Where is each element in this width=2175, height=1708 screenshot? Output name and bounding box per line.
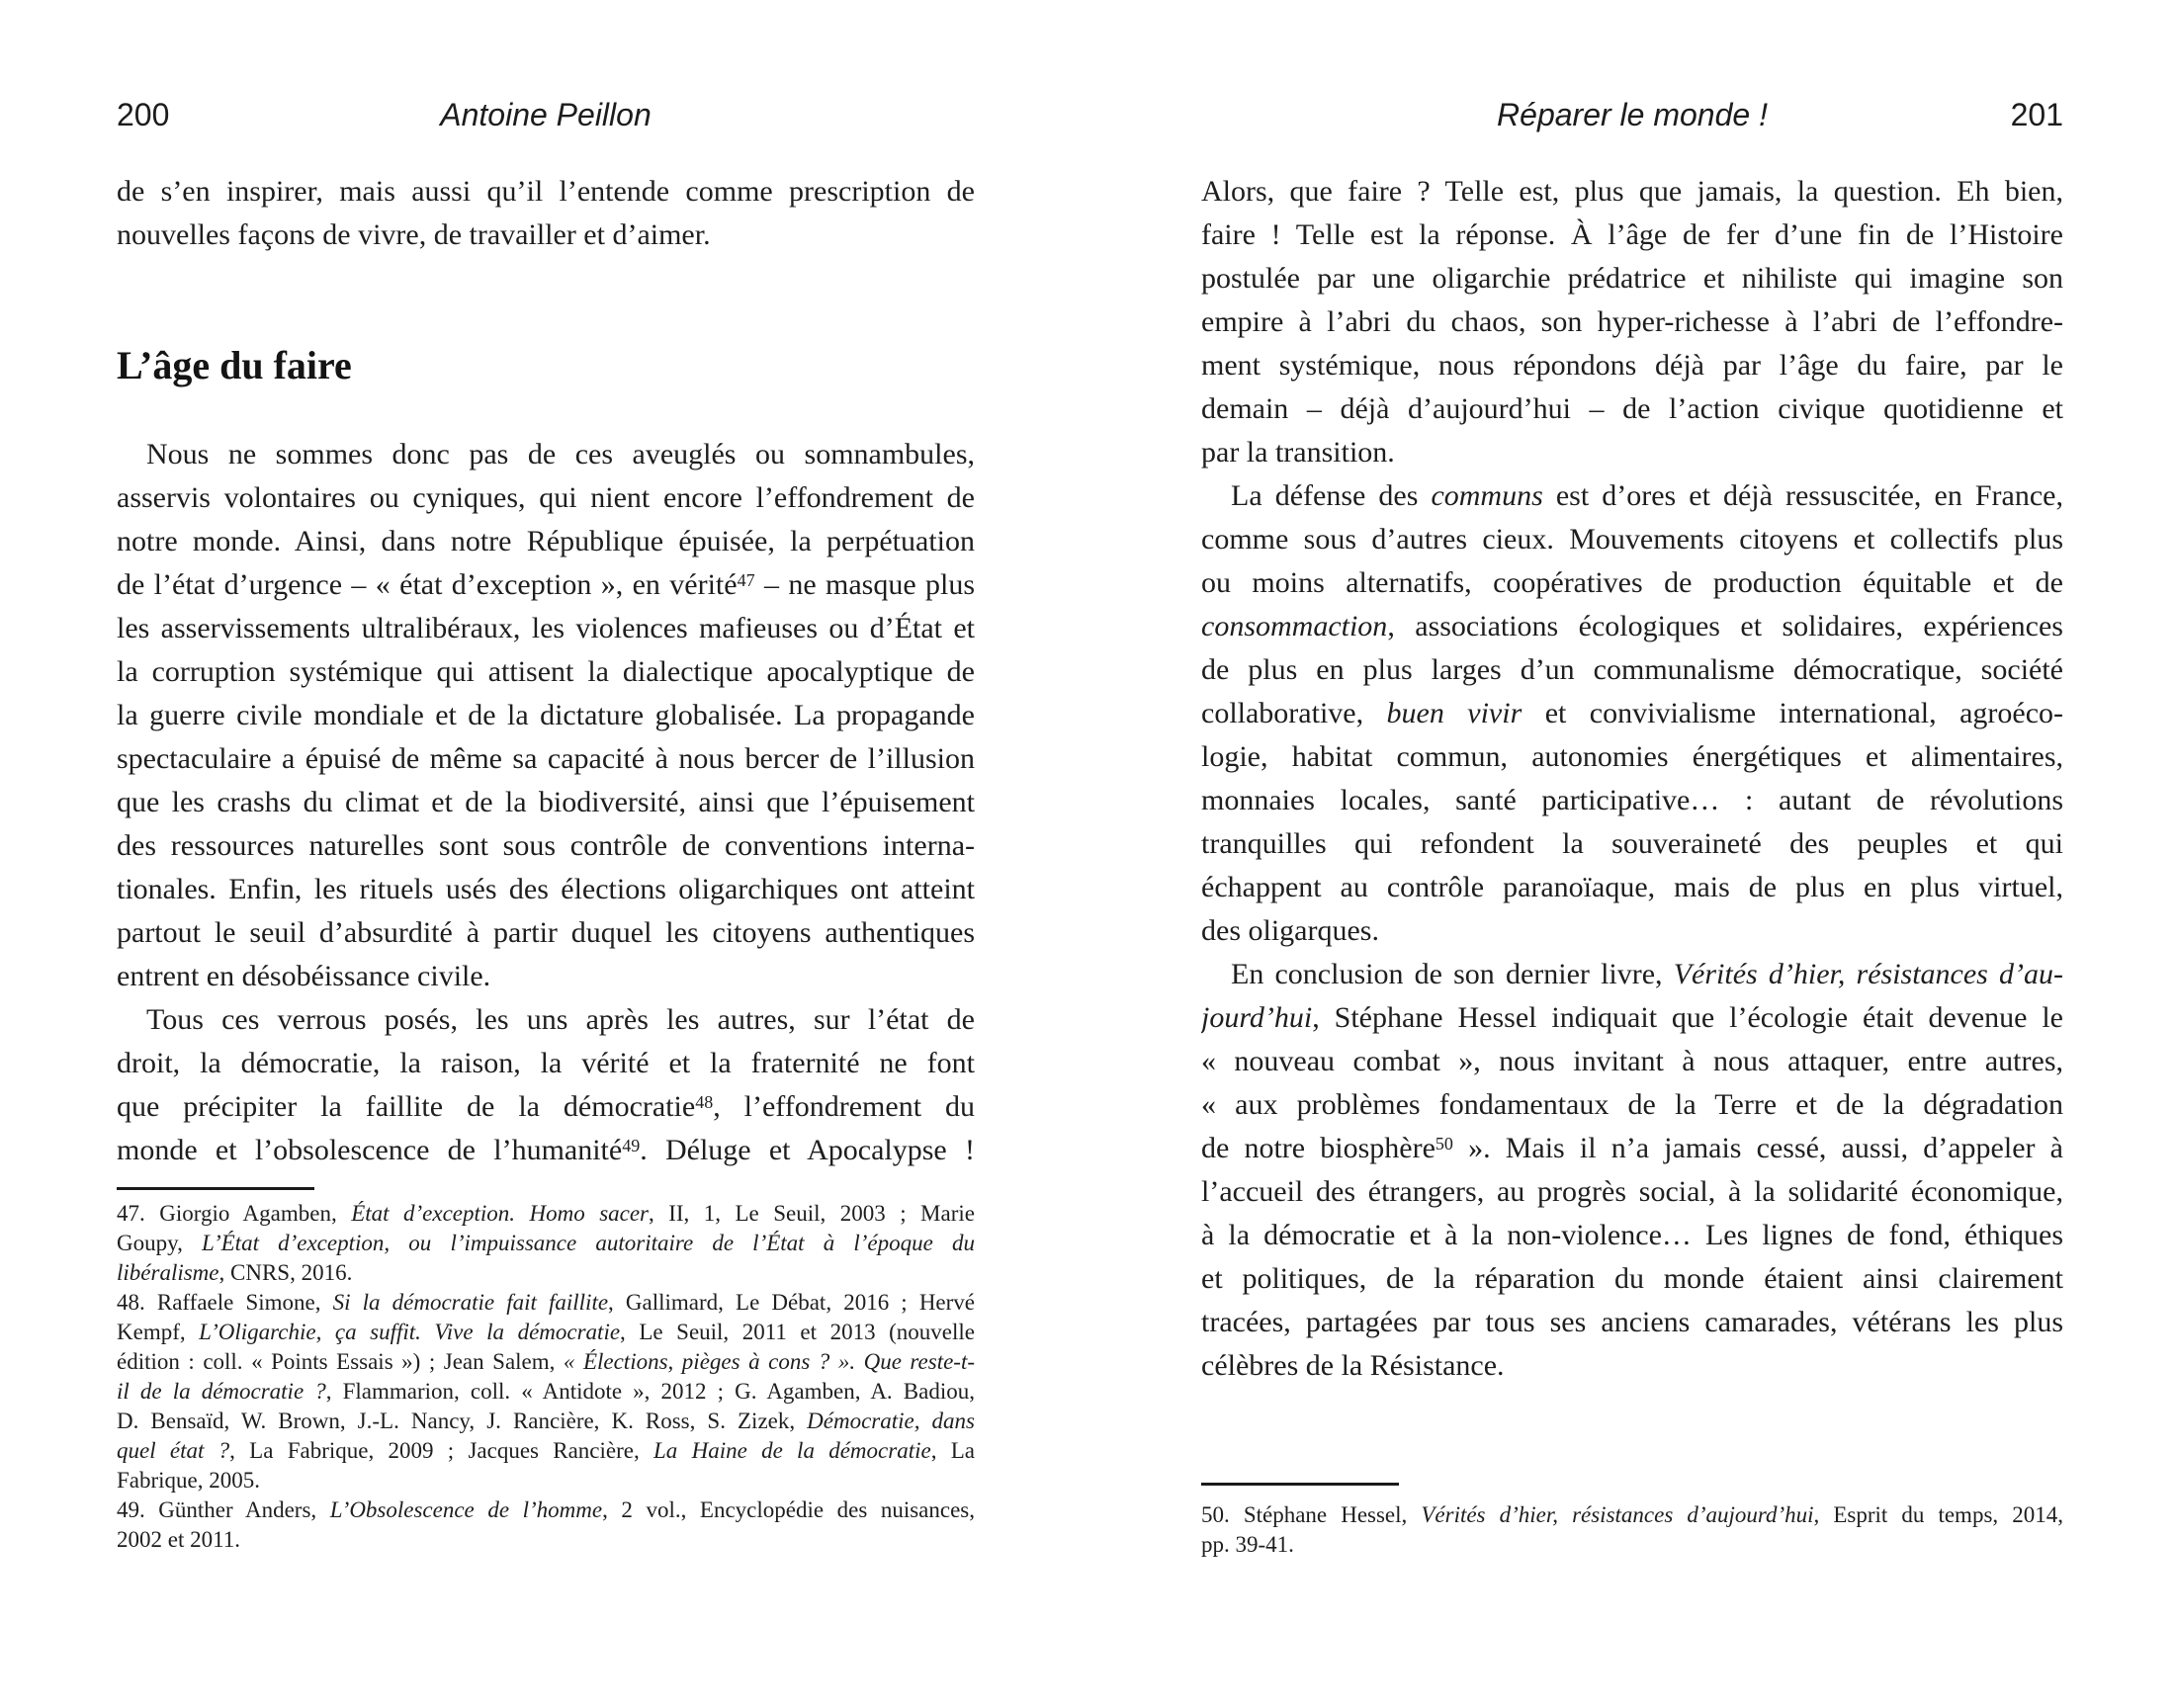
text-line: par la transition. (1201, 436, 1395, 469)
text-line: ment systémique, nous répondons déjà par l’âge du faire, par le (1201, 349, 2063, 382)
left-footnote-separator (117, 1187, 314, 1190)
text-line: les asservissements ultralibéraux, les violences mafieuses ou d’État et (117, 612, 975, 644)
footnote-reference: 48 (695, 1092, 714, 1113)
text-line: faire ! Telle est la réponse. À l’âge de fer d’une fin de l’Histoire (1201, 218, 2063, 251)
text-line: empire à l’abri du chaos, son hyper-richesse à l’abri de l’effondre- (1201, 305, 2063, 338)
text-line: tracées, partagées par tous ses anciens camarades, vétérans les plus (1201, 1306, 2063, 1338)
text-line: 47. Giorgio Agamben, État d’exception. Homo sacer, II, 1, Le Seuil, 2003 ; Marie (117, 1201, 975, 1226)
text-line: Kempf, L’Oligarchie, ça suffit. Vive la démocratie, Le Seuil, 2011 et 2013 (nouvelle (117, 1320, 975, 1344)
text-line: En conclusion de son dernier livre, Vérités d’hier, résistances d’au- (1231, 958, 2063, 990)
text-line: 49. Günther Anders, L’Obsolescence de l’homme, 2 vol., Encyclopédie des nuisances, (117, 1497, 975, 1522)
text-line: de s’en inspirer, mais aussi qu’il l’entende comme prescription de (117, 175, 975, 208)
text-line: Goupy, L’État d’exception, ou l’impuissance autoritaire de l’État à l’époque du (117, 1231, 975, 1255)
right-body-text (1201, 170, 2063, 1388)
text-line: monde et l’obsolescence de l’humanité$^{49}$. Déluge et Apocalypse ! (117, 1134, 975, 1166)
text-line: la corruption systémique qui attisent la dialectique apocalyptique de (117, 655, 975, 688)
text-line: consommaction, associations écologiques et solidaires, expériences (1201, 610, 2063, 642)
left-running-head: Antoine Peillon (440, 97, 652, 132)
text-line: de plus en plus larges d’un communalisme démocratique, société (1201, 653, 2063, 686)
text-line: l’accueil des étrangers, au progrès social, à la solidarité économique, (1201, 1175, 2063, 1208)
text-line: libéralisme, CNRS, 2016. (117, 1260, 353, 1285)
text-line: édition : coll. « Points Essais ») ; Jean Salem, « Élections, pièges à cons ? ». Que reste-t- (117, 1349, 975, 1374)
text-line: asservis volontaires ou cyniques, qui nient encore l’effondrement de (117, 481, 975, 514)
text-line: quel état ?, La Fabrique, 2009 ; Jacques Rancière, La Haine de la démocratie, La (117, 1438, 975, 1463)
text-line: pp. 39-41. (1201, 1532, 1294, 1557)
text-line: spectaculaire a épuisé de même sa capacité à nous bercer de l’illusion (117, 742, 975, 775)
text-line: demain – déjà d’aujourd’hui – de l’action civique quotidienne et (1201, 392, 2063, 425)
text-line: logie, habitat commun, autonomies énergétiques et alimentaires, (1201, 740, 2063, 773)
text-line: collaborative, buen vivir et convivialisme international, agroéco- (1201, 697, 2063, 729)
text-line: « aux problèmes fondamentaux de la Terre et de la dégradation (1201, 1088, 2063, 1121)
left-page-number: 200 (117, 97, 170, 132)
right-footnote-separator (1201, 1483, 1399, 1486)
text-line: et politiques, de la réparation du monde étaient ainsi clairement (1201, 1262, 2063, 1295)
text-line: jourd’hui, Stéphane Hessel indiquait que l’écologie était devenue le (1201, 1001, 2063, 1034)
text-line: entrent en désobéissance civile. (117, 960, 491, 992)
text-line: 48. Raffaele Simone, Si la démocratie fait faillite, Gallimard, Le Débat, 2016 ; Hervé (117, 1290, 975, 1315)
text-line: Fabrique, 2005. (117, 1468, 261, 1493)
text-line: 2002 et 2011. (117, 1527, 240, 1552)
text-line: échappent au contrôle paranoïaque, mais de plus en plus virtuel, (1201, 871, 2063, 903)
text-line: il de la démocratie ?, Flammarion, coll. « Antidote », 2012 ; G. Agamben, A. Badiou, (117, 1379, 975, 1404)
text-line: droit, la démocratie, la raison, la vérité et la fraternité ne font (117, 1047, 975, 1079)
text-line: « nouveau combat », nous invitant à nous attaquer, entre autres, (1201, 1045, 2063, 1077)
text-line: partout le seuil d’absurdité à partir duquel les citoyens authentiques (117, 916, 975, 949)
text-line: Tous ces verrous posés, les uns après les autres, sur l’état de (146, 1003, 975, 1036)
footnote-reference: 50 (1435, 1134, 1453, 1154)
text-line: postulée par une oligarchie prédatrice et nihiliste qui imagine son (1201, 262, 2063, 295)
left-intro-paragraph (117, 170, 975, 257)
left-page-header (117, 93, 975, 136)
right-running-head: Réparer le monde ! (1497, 97, 1768, 132)
text-line: la guerre civile mondiale et de la dictature globalisée. La propagande (117, 699, 975, 731)
text-line: notre monde. Ainsi, dans notre République épuisée, la perpétuation (117, 525, 975, 557)
text-line: des oligarques. (1201, 914, 1379, 947)
left-page (117, 0, 975, 1708)
right-page-header (1201, 93, 2063, 136)
text-line: célèbres de la Résistance. (1201, 1349, 1505, 1382)
text-line: D. Bensaïd, W. Brown, J.-L. Nancy, J. Rancière, K. Ross, S. Zizek, Démocratie, dans (117, 1409, 975, 1433)
text-line: 50. Stéphane Hessel, Vérités d’hier, résistances d’aujourd’hui, Esprit du temps, 2014, (1201, 1502, 2063, 1527)
text-line: que précipiter la faillite de la démocratie$^{48}$, l’effondrement du (117, 1090, 975, 1123)
text-line: Nous ne sommes donc pas de ces aveuglés ou somnambules, (146, 438, 975, 470)
footnote-reference: 49 (622, 1136, 641, 1156)
left-footnotes (117, 1199, 975, 1555)
text-line: de l’état d’urgence – « état d’exception », en vérité$^{47}$ – ne masque plus (117, 568, 975, 601)
text-line: de notre biosphère$^{50}$ ». Mais il n’a jamais cessé, aussi, d’appeler à (1201, 1132, 2063, 1164)
right-page-number: 201 (2010, 97, 2063, 132)
text-line: des ressources naturelles sont sous contrôle de conventions interna- (117, 829, 975, 862)
left-body-text (117, 433, 975, 1172)
footnote-reference: 47 (737, 570, 755, 591)
text-line: tranquilles qui refondent la souveraineté des peuples et qui (1201, 827, 2063, 860)
right-page (1201, 0, 2063, 1708)
text-line: nouvelles façons de vivre, de travailler et d’aimer. (117, 218, 711, 251)
right-footnotes (1201, 1500, 2063, 1560)
text-line: ou moins alternatifs, coopératives de production équitable et de (1201, 566, 2063, 599)
text-line: tionales. Enfin, les rituels usés des élections oligarchiques ont atteint (117, 873, 975, 905)
section-heading: L’âge du faire (117, 343, 352, 387)
text-line: à la démocratie et à la non-violence… Les lignes de fond, éthiques (1201, 1219, 2063, 1251)
text-line: comme sous d’autres cieux. Mouvements citoyens et collectifs plus (1201, 523, 2063, 555)
text-line: que les crashs du climat et de la biodiversité, ainsi que l’épuisement (117, 786, 975, 818)
text-line: Alors, que faire ? Telle est, plus que jamais, la question. Eh bien, (1201, 175, 2063, 208)
text-line: La défense des communs est d’ores et déjà ressuscitée, en France, (1231, 479, 2063, 512)
text-line: monnaies locales, santé participative… : autant de révolutions (1201, 784, 2063, 816)
